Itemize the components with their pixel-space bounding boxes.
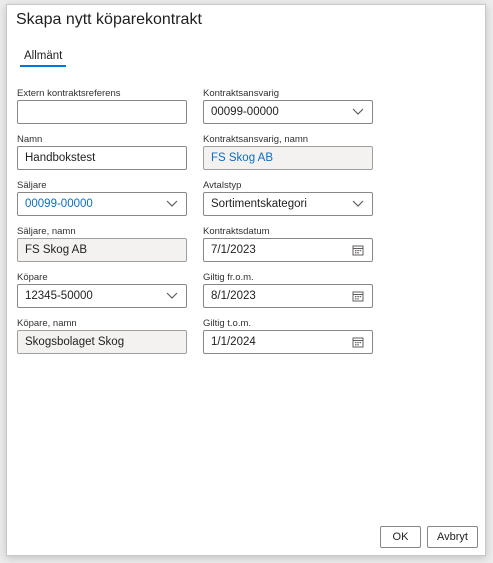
- saljare-namn-label: Säljare, namn: [17, 226, 76, 237]
- chevron-down-icon[interactable]: [165, 197, 179, 211]
- chevron-down-icon[interactable]: [165, 289, 179, 303]
- kontraktsansvarig-namn-label: Kontraktsansvarig, namn: [203, 134, 309, 145]
- saljare-label: Säljare: [17, 180, 47, 191]
- calendar-icon[interactable]: [351, 289, 365, 303]
- chevron-down-icon[interactable]: [351, 197, 365, 211]
- kontraktsdatum-value: 7/1/2023: [211, 244, 256, 256]
- chevron-down-icon[interactable]: [351, 105, 365, 119]
- kontraktsdatum-label: Kontraktsdatum: [203, 226, 270, 237]
- namn-input[interactable]: [17, 146, 187, 170]
- calendar-icon[interactable]: [351, 335, 365, 349]
- kontraktsansvarig-namn-field: [203, 146, 373, 170]
- avtalstyp-select[interactable]: [203, 192, 373, 216]
- kontraktsansvarig-select[interactable]: [203, 100, 373, 124]
- avtalstyp-value: Sortimentskategori: [211, 198, 307, 210]
- saljare-select[interactable]: [17, 192, 187, 216]
- kontraktsansvarig-namn-link[interactable]: FS Skog AB: [211, 152, 274, 164]
- kontraktsdatum-input[interactable]: [203, 238, 373, 262]
- extern-kontraktsreferens-input[interactable]: [17, 100, 187, 124]
- tab-selected-indicator: [20, 65, 66, 67]
- create-buyer-contract-dialog: [6, 4, 486, 556]
- kopare-namn-field: [17, 330, 187, 354]
- kopare-select[interactable]: [17, 284, 187, 308]
- extern-kontraktsreferens-label: Extern kontraktsreferens: [17, 88, 121, 99]
- cancel-button[interactable]: Avbryt: [427, 526, 478, 548]
- namn-label: Namn: [17, 134, 43, 145]
- saljare-namn-value: FS Skog AB: [25, 244, 88, 256]
- kopare-namn-label: Köpare, namn: [17, 318, 77, 329]
- kopare-label: Köpare: [17, 272, 48, 283]
- kopare-value: 12345-50000: [25, 290, 93, 302]
- kontraktsansvarig-value: 00099-00000: [211, 106, 279, 118]
- dialog-title: Skapa nytt köparekontrakt: [16, 11, 202, 28]
- giltig-tom-value: 1/1/2024: [211, 336, 256, 348]
- giltig-from-value: 8/1/2023: [211, 290, 256, 302]
- saljare-value[interactable]: 00099-00000: [25, 198, 93, 210]
- avtalstyp-label: Avtalstyp: [203, 180, 242, 191]
- giltig-from-label: Giltig fr.o.m.: [203, 272, 254, 283]
- namn-value: Handbokstest: [25, 152, 96, 164]
- ok-button[interactable]: OK: [380, 526, 421, 548]
- saljare-namn-field: [17, 238, 187, 262]
- giltig-from-input[interactable]: [203, 284, 373, 308]
- tab-allmant-label: Allmänt: [24, 50, 63, 62]
- giltig-tom-label: Giltig t.o.m.: [203, 318, 252, 329]
- calendar-icon[interactable]: [351, 243, 365, 257]
- kopare-namn-value: Skogsbolaget Skog: [25, 336, 125, 348]
- tab-allmant[interactable]: [20, 50, 66, 67]
- giltig-tom-input[interactable]: [203, 330, 373, 354]
- kontraktsansvarig-label: Kontraktsansvarig: [203, 88, 280, 99]
